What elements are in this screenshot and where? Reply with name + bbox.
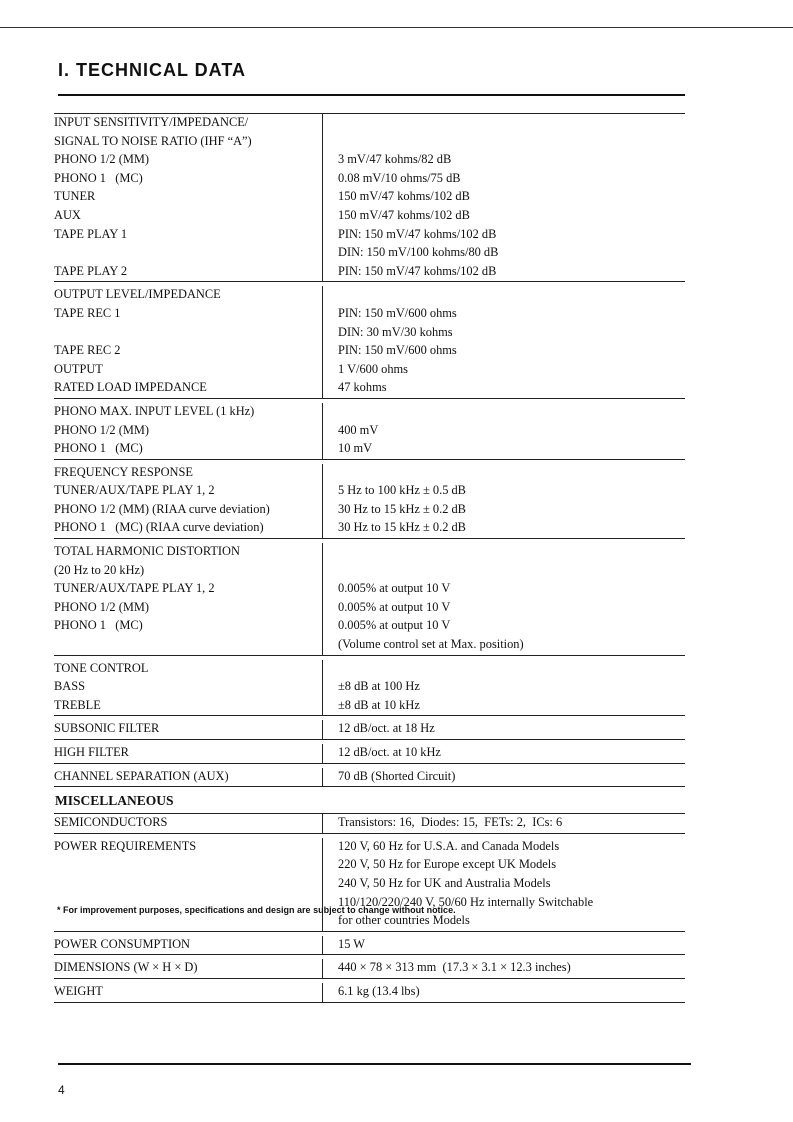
spec-value: 0.08 mV/10 ohms/75 dB [338,170,461,185]
spec-label: TONE CONTROL [54,660,323,679]
spec-value: PIN: 150 mV/600 ohms [338,343,457,358]
spec-label: SEMICONDUCTORS [54,814,323,833]
spec-label: BASS [54,678,323,697]
spec-value: 240 V, 50 Hz for UK and Australia Models [338,875,551,890]
spec-row [54,361,685,380]
spec-row [54,464,685,483]
spec-value [323,660,685,679]
spec-value: 150 mV/47 kohms/102 dB [338,207,470,222]
spec-value: 3 mV/47 kohms/82 dB [338,152,452,167]
spec-section [54,814,685,834]
spec-row [54,403,685,422]
spec-value: 1 V/600 ohms [338,361,408,376]
spec-value [323,403,685,422]
spec-label: INPUT SENSITIVITY/IMPEDANCE/ [54,114,323,133]
spec-section [54,838,685,932]
spec-value: 47 kohms [338,380,387,395]
spec-row [54,543,685,562]
spec-label: TAPE REC 1 [54,305,323,324]
spec-label: OUTPUT [54,361,323,380]
spec-row [54,440,685,459]
spec-value: 30 Hz to 15 kHz ± 0.2 dB [338,501,466,516]
spec-label [54,324,323,343]
spec-label: TOTAL HARMONIC DISTORTION [54,543,323,562]
spec-value: PIN: 150 mV/600 ohms [338,305,457,320]
spec-row [54,636,685,655]
spec-row [54,838,685,857]
spec-value: (Volume control set at Max. position) [338,637,524,652]
spec-value: 0.005% at output 10 V [338,599,451,614]
spec-value: 440 × 78 × 313 mm (17.3 × 3.1 × 12.3 inches) [338,960,571,975]
spec-label: TUNER/AUX/TAPE PLAY 1, 2 [54,482,323,501]
spec-section [54,768,685,788]
spec-value: 400 mV [338,422,379,437]
spec-row [54,305,685,324]
spec-value [323,464,685,483]
bottom-rule [58,1063,691,1065]
spec-label: PHONO 1/2 (MM) [54,151,323,170]
spec-row [54,379,685,398]
spec-value: 12 dB/oct. at 10 kHz [338,745,441,759]
spec-value [323,133,685,152]
spec-row [54,875,685,894]
spec-value: 220 V, 50 Hz for Europe except UK Models [338,857,557,872]
spec-label: PHONO 1/2 (MM) [54,599,323,618]
spec-value: 15 W [338,936,365,951]
spec-row [54,188,685,207]
spec-value: 110/120/220/240 V, 50/60 Hz internally Switchable [338,894,594,909]
spec-row [54,342,685,361]
spec-label [54,856,323,875]
spec-row [54,678,685,697]
top-rule [0,27,793,28]
spec-label: PHONO 1/2 (MM) (RIAA curve deviation) [54,501,323,520]
title-rule [58,94,685,96]
spec-label [54,636,323,655]
spec-row [54,936,685,955]
footnote: * For improvement purposes, specifications and design are subject to change without notice. [57,905,456,915]
spec-row [54,133,685,152]
spec-label [54,244,323,263]
spec-label: FREQUENCY RESPONSE [54,464,323,483]
spec-section [54,286,685,399]
spec-row [54,519,685,538]
spec-label: POWER CONSUMPTION [54,936,323,955]
spec-value: 0.005% at output 10 V [338,581,451,596]
spec-value: DIN: 30 mV/30 kohms [338,324,453,339]
spec-row [54,170,685,189]
spec-table [54,113,685,1003]
spec-value: Transistors: 16, Diodes: 15, FETs: 2, ICs: 6 [338,815,563,830]
spec-row [54,501,685,520]
spec-section [54,959,685,979]
spec-section [54,403,685,460]
spec-value: 150 mV/47 kohms/102 dB [338,189,470,204]
spec-value [323,543,685,562]
spec-section [54,464,685,539]
spec-row [54,983,685,1002]
spec-label: PHONO 1 (MC) (RIAA curve deviation) [54,519,323,538]
spec-value: ±8 dB at 10 kHz [338,697,420,712]
spec-label [54,875,323,894]
spec-label: PHONO MAX. INPUT LEVEL (1 kHz) [54,403,323,422]
spec-row [54,482,685,501]
spec-value: 120 V, 60 Hz for U.S.A. and Canada Models [338,838,560,853]
misc-heading: MISCELLANEOUS [54,787,685,814]
spec-section [54,720,685,740]
spec-row [54,226,685,245]
spec-label: SUBSONIC FILTER [54,720,323,739]
spec-label: PHONO 1/2 (MM) [54,422,323,441]
spec-label: DIMENSIONS (W × H × D) [54,959,323,978]
spec-sections [54,113,685,787]
spec-section [54,936,685,956]
spec-value: 6.1 kg (13.4 lbs) [338,983,420,998]
spec-value [323,562,685,581]
spec-row [54,263,685,282]
spec-value: 5 Hz to 100 kHz ± 0.5 dB [338,483,466,498]
spec-label: SIGNAL TO NOISE RATIO (IHF “A”) [54,133,323,152]
spec-row [54,422,685,441]
spec-value: 30 Hz to 15 kHz ± 0.2 dB [338,520,466,535]
spec-label: (20 Hz to 20 kHz) [54,562,323,581]
spec-row [54,959,685,978]
spec-row [54,207,685,226]
spec-row [54,720,685,739]
spec-value: DIN: 150 mV/100 kohms/80 dB [338,245,499,260]
spec-section [54,660,685,717]
page-number: 4 [58,1083,65,1097]
spec-value: 12 dB/oct. at 18 Hz [338,721,435,736]
spec-value: PIN: 150 mV/47 kohms/102 dB [338,226,497,241]
spec-section [54,744,685,764]
spec-value: for other countries Models [338,913,470,928]
spec-row [54,562,685,581]
spec-value: 0.005% at output 10 V [338,618,451,633]
page-title: I. TECHNICAL DATA [58,60,246,80]
spec-value: 10 mV [338,441,373,456]
spec-row [54,617,685,636]
spec-label: CHANNEL SEPARATION (AUX) [54,768,323,787]
spec-row [54,286,685,305]
spec-value: PIN: 150 mV/47 kohms/102 dB [338,263,497,278]
spec-row [54,580,685,599]
spec-label: HIGH FILTER [54,744,323,763]
spec-row [54,244,685,263]
spec-section [54,543,685,656]
spec-label: OUTPUT LEVEL/IMPEDANCE [54,286,323,305]
spec-row [54,744,685,763]
spec-label: PHONO 1 (MC) [54,170,323,189]
spec-label: TUNER/AUX/TAPE PLAY 1, 2 [54,580,323,599]
spec-label: WEIGHT [54,983,323,1002]
spec-label: PHONO 1 (MC) [54,440,323,459]
spec-label: TAPE PLAY 1 [54,226,323,245]
spec-value: 70 dB (Shorted Circuit) [338,768,456,783]
spec-row [54,151,685,170]
spec-label: TUNER [54,188,323,207]
spec-row [54,599,685,618]
spec-value: ±8 dB at 100 Hz [338,679,420,694]
spec-row [54,114,685,133]
spec-row [54,697,685,716]
spec-row [54,856,685,875]
spec-label: TREBLE [54,697,323,716]
spec-row [54,660,685,679]
spec-section [54,113,685,282]
spec-label: TAPE PLAY 2 [54,263,323,282]
spec-label: PHONO 1 (MC) [54,617,323,636]
spec-row [54,768,685,787]
spec-row [54,324,685,343]
spec-label: TAPE REC 2 [54,342,323,361]
spec-value [323,114,685,133]
spec-label: RATED LOAD IMPEDANCE [54,379,323,398]
spec-label: AUX [54,207,323,226]
spec-section [54,983,685,1003]
spec-row [54,814,685,833]
spec-value [323,286,685,305]
spec-label: POWER REQUIREMENTS [54,838,323,857]
